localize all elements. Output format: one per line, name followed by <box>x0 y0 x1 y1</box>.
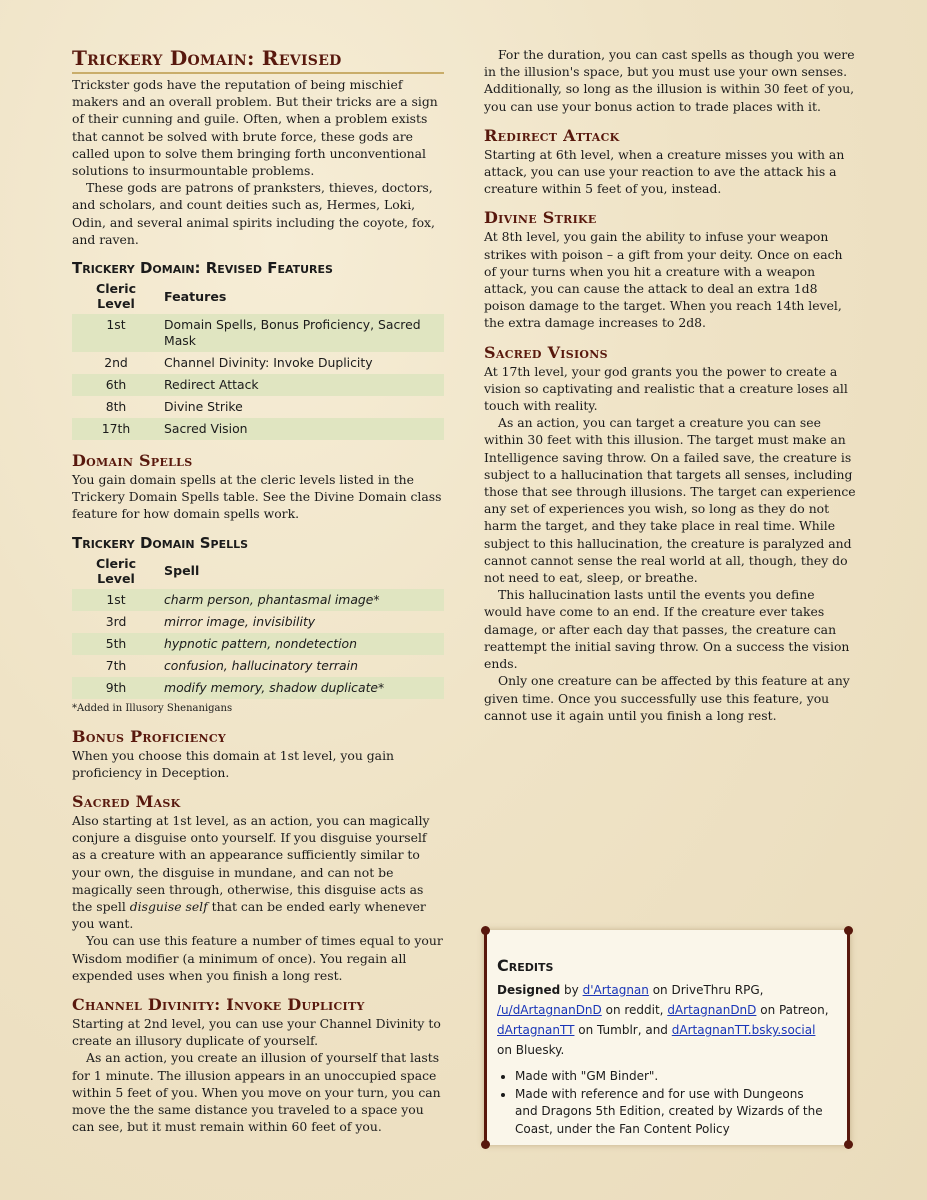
bluesky-link[interactable]: dArtagnanTT.bsky.social <box>671 1023 816 1037</box>
patreon-link[interactable]: dArtagnanDnD <box>667 1003 757 1017</box>
sacred-mask-text-b: that can be ended early whenever you want. <box>72 899 426 932</box>
table-row <box>72 589 444 611</box>
intro-paragraph-2: These gods are patrons of pranksters, thieves, doctors, and scholars, and count deities such as, Hermes, Loki, Odin, and several animal spirits including the coyote, fox, and raven. <box>72 180 435 247</box>
level-cell: 1st <box>72 314 160 352</box>
sacred-mask-paragraph-2: You can use this feature a number of times equal to your Wisdom modifier (a minimum of once). You regain all expended uses when you finish a long rest. <box>72 933 443 983</box>
credits-fragment: on DriveThru RPG, <box>648 983 764 997</box>
feature-cell: Sacred Vision <box>160 418 444 440</box>
page-title: Trickery Domain: Revised <box>72 46 444 74</box>
designed-label: Designed <box>497 983 561 997</box>
spells-table-title: Trickery Domain Spells <box>72 533 249 552</box>
sacred-mask-text-a: Also starting at 1st level, as an action, you can magically conjure a disguise onto yourself. If you disguise yourself as a creature with an appearance sufficiently similar to your own, the disguise in mundane, and can not be magically seen through, otherwise, this disguise acts as the spell <box>72 813 430 915</box>
divine-strike-text: At 8th level, you gain the ability to infuse your weapon strikes with poison – a gift from your deity. Once on each of your turns when you hit a creature with a weapon attack, you can cause the attack to deal an extra 1d8 poison damage to the target. When you reach 14th level, the extra damage increases to 2d8. <box>484 229 843 331</box>
channel-divinity-paragraph-3: For the duration, you can cast spells as though you were in the illusion's space, but you must use your own senses. Additionally, so long as the illusion is within 30 feet of you, you can use your bonus action to trade places with it. <box>484 47 855 114</box>
feature-cell: Redirect Attack <box>160 374 444 396</box>
credits-heading: Credits <box>497 956 554 975</box>
feature-cell: Channel Divinity: Invoke Duplicity <box>164 355 373 371</box>
channel-divinity-paragraph-2: As an action, you create an illusion of yourself that lasts for 1 minute. The illusion appears in an unoccupied space within 5 feet of you. When you move on your turn, you can move the the same distance you traveled to a space you can see, but it must remain within 60 feet of you. <box>72 1050 441 1135</box>
sacred-visions-heading: Sacred Visions <box>484 342 608 362</box>
intro-paragraph-1: Trickster gods have the reputation of being mischief makers and an overall problem. But their tricks are a sign of their cunning and guile. Often, when a problem exists that cannot be solved with brute force, these gods are called upon to solve them bringing forth unconventional solutions to insurmountable problems. <box>72 77 438 179</box>
table-row <box>72 396 444 418</box>
column-header-level: Cleric Level <box>95 281 137 312</box>
disguise-self-spell: disguise self <box>129 899 208 915</box>
sacred-mask-paragraph-1 <box>72 812 444 932</box>
domain-spells-text: You gain domain spells at the cleric levels listed in the Trickery Domain Spells table. See the Divine Domain class feature for how domain spells work. <box>72 472 442 522</box>
spells-table-header <box>72 554 444 589</box>
table-row <box>72 314 444 352</box>
features-table <box>72 279 444 440</box>
sacred-mask-heading: Sacred Mask <box>72 792 181 812</box>
level-cell: 7th <box>105 657 127 673</box>
features-table-title: Trickery Domain: Revised Features <box>72 259 333 278</box>
sacred-visions-paragraph-2: As an action, you can target a creature you can see within 30 feet with this illusion. The target must make an Intelligence saving throw. On a failed save, the creature is subject to a hallucination that targets all senses, including those that see through illusions. The target can experience any set of experiences you wish, so long as they do not harm the target, and they take place in real time. While subject to this hallucination, the creature is paralyzed and cannot cannot sense the real world at all, though, they do not need to eat, sleep, or breathe. <box>484 415 856 586</box>
list-item: • Made with reference and for use with Dungeons and Dragons 5th Edition, created by Wizards of the Coast, under the Fan Content Policy <box>515 1086 829 1139</box>
bonus-proficiency-text: When you choose this domain at 1st level, you gain proficiency in Deception. <box>72 747 395 780</box>
credits-list <box>497 1068 829 1138</box>
table-row <box>72 633 444 655</box>
column-header-level: Cleric Level <box>95 555 137 586</box>
credits-fragment: on Patreon, <box>756 1003 829 1017</box>
credits-fragment: by <box>560 983 583 997</box>
corner-ornament <box>844 926 853 935</box>
credits-fragment: on Tumblr, and <box>574 1023 672 1037</box>
level-cell: 1st <box>72 589 160 611</box>
spell-cell: confusion, hallucinatory terrain <box>164 657 358 673</box>
spell-cell: modify memory, shadow duplicate* <box>160 677 444 699</box>
feature-cell: Domain Spells, Bonus Proficiency, Sacred Mask <box>160 314 444 352</box>
spell-cell: hypnotic pattern, nondetection <box>160 633 444 655</box>
column-header-spell: Spell <box>164 563 200 579</box>
level-cell: 6th <box>72 374 160 396</box>
drivethru-link[interactable]: d'Artagnan <box>582 983 649 997</box>
corner-ornament <box>844 1140 853 1149</box>
credits-box <box>484 930 850 1145</box>
table-row <box>72 418 444 440</box>
channel-divinity-heading: Channel Divinity: Invoke Duplicity <box>72 995 365 1015</box>
level-cell: 3rd <box>105 613 127 629</box>
credits-text <box>497 980 829 1060</box>
level-cell: 2nd <box>104 355 128 371</box>
right-column <box>484 46 856 724</box>
table-row <box>72 677 444 699</box>
sacred-visions-paragraph-1: At 17th level, your god grants you the power to create a vision so captivating and realistic that a creature loses all touch with reality. <box>484 363 848 414</box>
spell-cell: mirror image, invisibility <box>164 613 316 629</box>
bonus-proficiency-heading: Bonus Proficiency <box>72 726 227 746</box>
tumblr-link[interactable]: dArtagnanTT <box>497 1023 575 1037</box>
level-cell: 17th <box>72 418 160 440</box>
domain-spells-heading: Domain Spells <box>72 451 193 471</box>
spell-cell: charm person, phantasmal image* <box>160 589 444 611</box>
reddit-link[interactable]: /u/dArtagnanDnD <box>497 1003 602 1017</box>
list-item: • Made with "GM Binder". <box>515 1068 829 1086</box>
table-row <box>72 611 444 633</box>
table-row <box>72 352 444 374</box>
sacred-visions-paragraph-3: This hallucination lasts until the events you define would have come to an end. If the creature ever takes damage, or after each day that passes, the creature can reattempt the initial saving throw. On a success the vision ends. <box>484 587 850 672</box>
redirect-attack-heading: Redirect Attack <box>484 125 620 145</box>
credits-fragment: on reddit, <box>601 1003 668 1017</box>
redirect-attack-text: Starting at 6th level, when a creature misses you with an attack, you can use your reaction to ave the attack his a creature within 5 feet of you, instead. <box>484 146 845 197</box>
table-row <box>72 655 444 677</box>
left-column <box>72 46 444 1136</box>
sacred-visions-paragraph-4: Only one creature can be affected by this feature at any given time. Once you successfully use this feature, you cannot use it again until you finish a long rest. <box>484 673 850 723</box>
channel-divinity-paragraph-1: Starting at 2nd level, you can use your Channel Divinity to create an illusory duplicate of yourself. <box>72 1016 441 1049</box>
spells-footnote: *Added in Illusory Shenanigans <box>72 702 233 714</box>
column-header-features: Features <box>164 288 227 304</box>
table-row <box>72 374 444 396</box>
feature-cell: Divine Strike <box>164 399 243 415</box>
spells-table <box>72 554 444 699</box>
level-cell: 5th <box>72 633 160 655</box>
divine-strike-heading: Divine Strike <box>484 208 597 228</box>
features-table-header <box>72 279 444 314</box>
level-cell: 8th <box>105 399 127 415</box>
level-cell: 9th <box>72 677 160 699</box>
credits-fragment: on Bluesky. <box>497 1043 565 1057</box>
